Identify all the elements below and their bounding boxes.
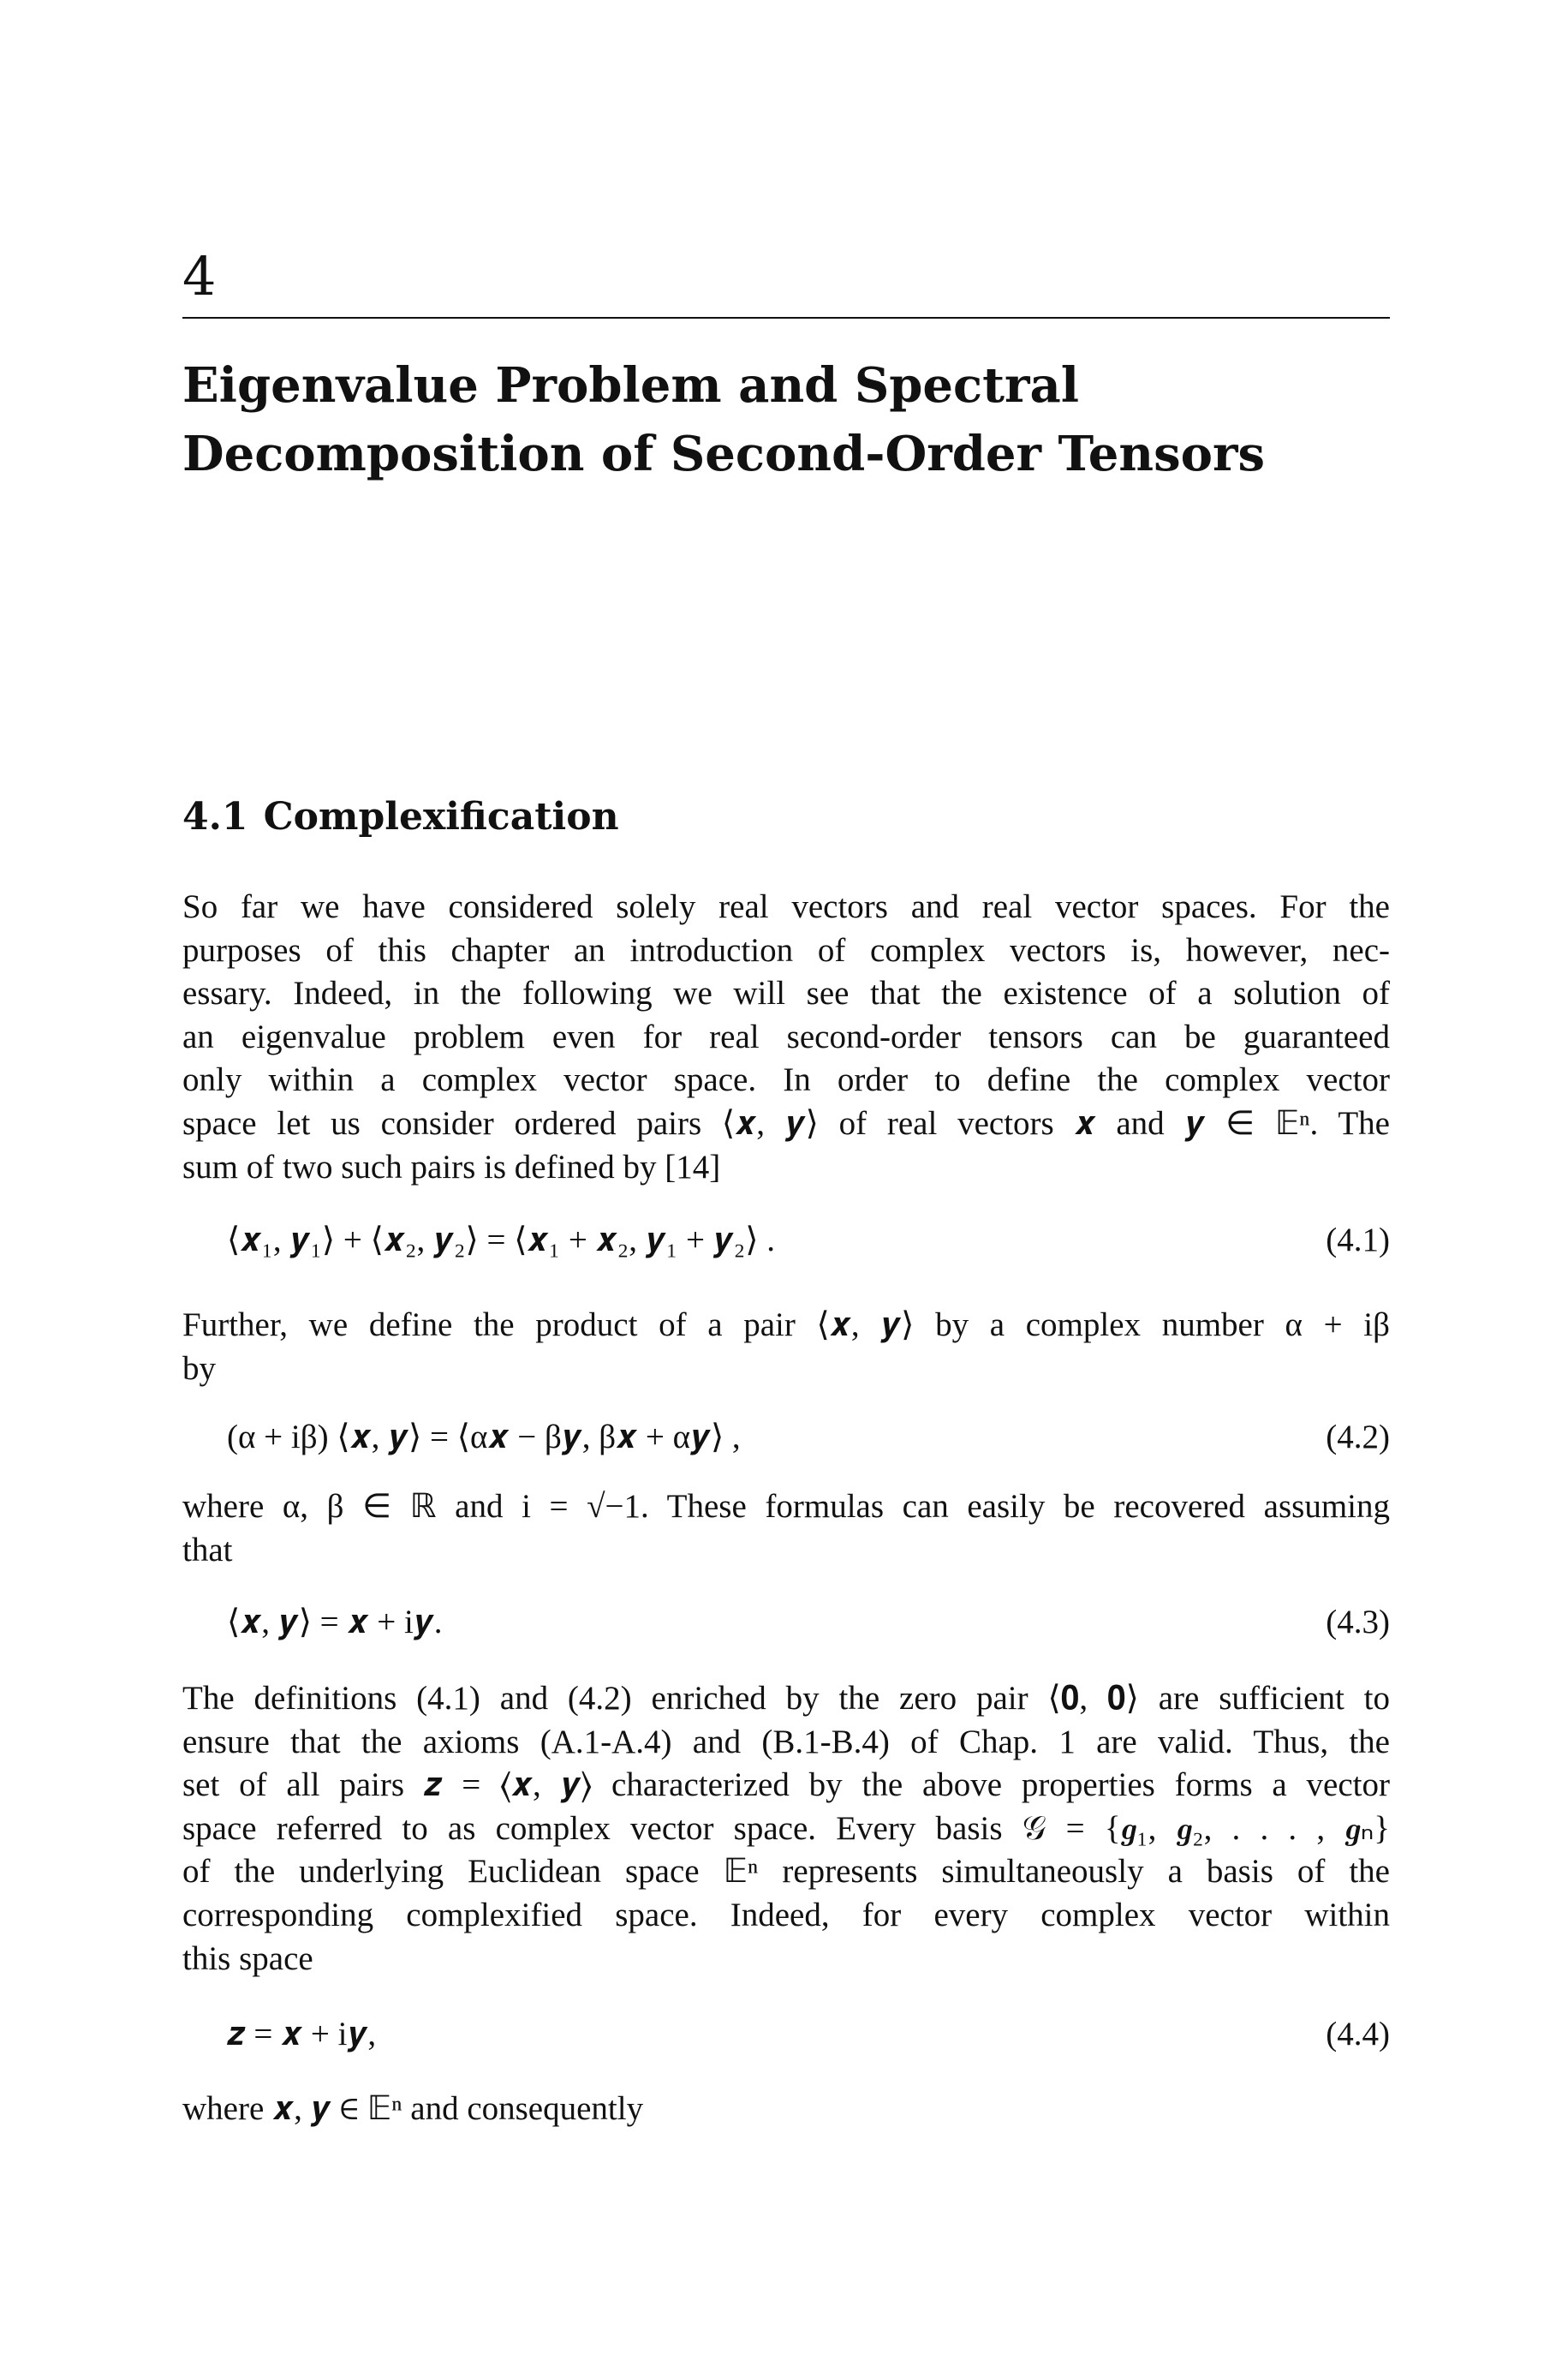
equation-expression: (α + iβ) ⟨𝒙, 𝒚⟩ = ⟨α𝒙 − β𝒚, β𝒙 + α𝒚⟩ , <box>227 1419 741 1455</box>
equation-expression: 𝒛 = 𝒙 + i𝒚, <box>227 2016 377 2052</box>
paragraph-where <box>182 1485 1390 1572</box>
section-number: 4.1 <box>182 795 248 839</box>
chapter-title <box>182 351 1390 488</box>
text-line: by <box>182 1349 216 1387</box>
text-line: purposes of this chapter an introduction of complex vectors is, however, nec- <box>182 931 1390 969</box>
text-line: only within a complex vector space. In order to define the complex vector <box>182 1061 1390 1099</box>
text-line: So far we have considered solely real vectors and real vector spaces. For the <box>182 888 1390 925</box>
text-line: corresponding complexified space. Indeed, for every complex vector within <box>182 1896 1390 1933</box>
text-line: this space <box>182 1939 313 1977</box>
equation-4-2 <box>227 1413 1390 1461</box>
chapter-rule <box>182 317 1390 319</box>
equation-number: (4.4) <box>1326 2016 1390 2052</box>
chapter-number: 4 <box>182 245 217 308</box>
text-line: sum of two such pairs is defined by [14] <box>182 1148 721 1186</box>
text-line: ensure that the axioms (A.1-A.4) and (B.1-B.4) of Chap. 1 are valid. Thus, the <box>182 1723 1390 1760</box>
equation-number: (4.3) <box>1326 1604 1390 1640</box>
text-line: The definitions (4.1) and (4.2) enriched by the zero pair ⟨𝟎, 𝟎⟩ are sufficient to <box>182 1680 1390 1717</box>
section-heading <box>182 792 619 843</box>
text-line: set of all pairs 𝒛 = ⟨𝒙, 𝒚⟩ characterized by the above properties forms a vector <box>182 1766 1390 1804</box>
text-line: space let us consider ordered pairs ⟨𝒙, 𝒚⟩ of real vectors 𝒙 and 𝒚 ∈ 𝔼ⁿ. The <box>182 1104 1390 1142</box>
paragraph-consequently <box>182 2088 1390 2131</box>
paragraph-product <box>182 1304 1390 1390</box>
equation-expression: ⟨𝒙₁, 𝒚₁⟩ + ⟨𝒙₂, 𝒚₂⟩ = ⟨𝒙₁ + 𝒙₂, 𝒚₁ + 𝒚₂⟩ . <box>227 1222 775 1258</box>
paragraph-definitions <box>182 1677 1390 1981</box>
equation-4-3 <box>227 1598 1390 1646</box>
chapter-title-line-2: Decomposition of Second-Order Tensors <box>182 426 1266 482</box>
equation-number: (4.1) <box>1326 1222 1390 1258</box>
chapter-title-line-1: Eigenvalue Problem and Spectral <box>182 357 1080 414</box>
text-line: essary. Indeed, in the following we will see that the existence of a solution of <box>182 975 1390 1013</box>
text-line: where 𝒙, 𝒚 ∈ 𝔼ⁿ and consequently <box>182 2090 644 2127</box>
equation-4-4 <box>227 2011 1390 2058</box>
text-line: Further, we define the product of a pair ⟨𝒙, 𝒚⟩ by a complex number α + iβ <box>182 1306 1390 1343</box>
text-line: of the underlying Euclidean space 𝔼ⁿ represents simultaneously a basis of the <box>182 1853 1390 1891</box>
text-line: an eigenvalue problem even for real second-order tensors can be guaranteed <box>182 1018 1390 1055</box>
equation-expression: ⟨𝒙, 𝒚⟩ = 𝒙 + i𝒚. <box>227 1604 443 1640</box>
section-title: Complexification <box>263 795 619 839</box>
paragraph-intro <box>182 886 1390 1189</box>
text-line: that <box>182 1531 233 1568</box>
text-line: space referred to as complex vector space. Every basis 𝒢 = {𝒈₁, 𝒈₂, . . . , 𝒈ₙ} <box>182 1809 1390 1847</box>
text-line: where α, β ∈ ℝ and i = √−1. These formulas can easily be recovered assuming <box>182 1488 1390 1525</box>
equation-number: (4.2) <box>1326 1419 1390 1455</box>
equation-4-1 <box>227 1216 1390 1264</box>
